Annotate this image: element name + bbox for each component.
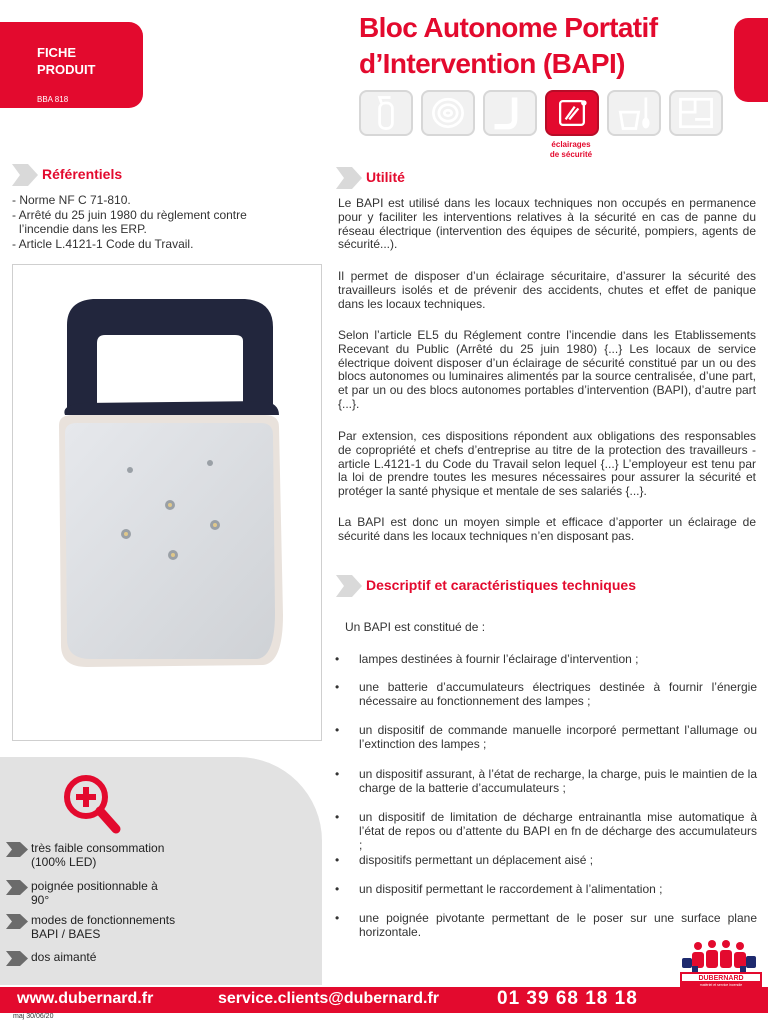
list-item (335, 911, 757, 939)
phone-number[interactable]: 01 39 68 18 18 (497, 988, 638, 1009)
feature-arrow-icon (6, 880, 28, 895)
bullet-icon: • (335, 911, 340, 925)
descriptif-title: Descriptif et caractéristiques techniques (366, 577, 636, 593)
bullet-icon: • (335, 652, 340, 666)
list-item (335, 680, 757, 708)
fiche-produit-box (0, 22, 143, 108)
list-item (335, 810, 757, 852)
bullet-icon: • (335, 882, 340, 896)
website-link[interactable]: www.dubernard.fr (17, 990, 154, 1007)
list-item-text: un dispositif permettant le raccordement à l’alimentation ; (359, 882, 663, 896)
magnifier-plus-icon (60, 773, 124, 837)
feature-text: poignée positionnable à 90° (31, 879, 158, 907)
fiche-label-line1: FICHE (37, 45, 76, 60)
list-item-text: une batterie d’accumulateurs électriques destinée à fournir l’énergie nécessaire au fonctionnement des lampes ; (359, 680, 757, 708)
feature-text: très faible consommation (100% LED) (31, 841, 165, 869)
list-item (335, 767, 757, 795)
feature-arrow-icon (6, 914, 28, 929)
title-line2: d’Intervention (BAPI) (359, 48, 625, 79)
bullet-icon: • (335, 853, 340, 867)
product-reference: BBA 818 (37, 95, 69, 104)
feature-arrow-icon (6, 842, 28, 857)
list-item (335, 723, 757, 751)
referentiels-list (12, 193, 262, 251)
dubernard-logo (676, 938, 764, 988)
utilite-paragraph: Le BAPI est utilisé dans les locaux techniques non occupés en permanence pour y faciliter les interventions relatives à la sécurité en cas de panne du réseau électrique (intervention des équipes de sécurité, pompiers, agents de sécurité...). (338, 196, 756, 252)
fire-hose-icon (421, 90, 475, 136)
list-item (335, 882, 757, 896)
category-icons (359, 90, 723, 136)
list-item-text: un dispositif de limitation de décharge entrainantla mise automatique à l’état de repos ou d’attente du BAPI en fn de décharge des accumulateurs ; (359, 810, 757, 852)
utilite-title: Utilité (366, 169, 405, 185)
feature-arrow-icon (6, 951, 28, 966)
list-item-text: dispositifs permettant un déplacement aisé ; (359, 853, 594, 867)
floor-plan-icon (669, 90, 723, 136)
title-line1: Bloc Autonome Portatif (359, 12, 658, 43)
emergency-lighting-icon (545, 90, 599, 136)
list-item (335, 853, 757, 867)
list-item-text: un dispositif assurant, à l’état de recharge, la charge, puis le maintien de la charge de la batterie d’accumulateurs ; (359, 767, 757, 795)
descriptif-intro: Un BAPI est constitué de : (345, 620, 486, 634)
feature-text: modes de fonctionnements BAPI / BAES (31, 913, 176, 941)
logo-tagline-text: matériel et service incendie (699, 983, 743, 987)
pipe-icon (483, 90, 537, 136)
utilite-paragraph: Par extension, ces dispositions répondent aux obligations des responsables de copropriété et chefs d’entreprise au titre de la protection des travailleurs - article L.4121-1 du Code du Travail selon lequel {...} L’employeur est tenu par la loi de prendre toutes les mesures nécessaires pour assurer la sécurité et protéger la santé physique et mentale de ses salariés {...}. (338, 429, 756, 499)
utilite-paragraph: Selon l’article EL5 du Réglement contre l’incendie dans les Etablissements Recevant du Public (Arrêté du 25 juin 1980) {...} Les locaux de service électrique doivent disposer d’un éclairage de sécurité constitué par un ou des blocs autonomes ou luminaires alimentés par la source centralisée, d’une part, et par un ou des blocs autonomes portables d’intervention (BAPI), d’autre part {...}. (338, 328, 756, 411)
utilite-paragraph: Il permet de disposer d’un éclairage sécuritaire, d’assurer la sécurité des travailleurs isolés et de prévenir des accidents, chutes et effet de panique dans les locaux techniques. (338, 269, 756, 311)
bullet-icon: • (335, 680, 340, 694)
product-photo (12, 264, 322, 741)
list-item (335, 652, 757, 666)
list-item-text: une poignée pivotante permettant de le poser sur une surface plane horizontale. (359, 911, 757, 939)
bullet-icon: • (335, 767, 340, 781)
bullet-icon: • (335, 723, 340, 737)
list-item-text: lampes destinées à fournir l’éclairage d’intervention ; (359, 652, 639, 666)
decorative-tab (734, 18, 768, 102)
fiche-label-line2: PRODUIT (37, 62, 96, 77)
logo-brand-text: DUBERNARD (698, 975, 744, 982)
caption-line2: de sécurité (549, 150, 593, 159)
footer-bar (0, 987, 768, 1013)
list-item: - Norme NF C 71-810. (12, 193, 131, 207)
feature-text: dos aimanté (31, 950, 97, 964)
page-title (359, 10, 719, 82)
referentiels-title: Référentiels (42, 166, 123, 182)
sand-bucket-shovel-icon (607, 90, 661, 136)
bapi-lamp-illustration (13, 265, 321, 740)
email-link[interactable]: service.clients@dubernard.fr (218, 990, 440, 1007)
section-arrow-icon (336, 575, 362, 597)
bullet-icon: • (335, 810, 340, 824)
utilite-paragraph: La BAPI est donc un moyen simple et efficace d’apporter un éclairage de sécurité dans les locaux techniques n’en disposant pas. (338, 515, 756, 543)
update-date: maj 30/06/20 (13, 1013, 54, 1020)
active-category-caption (540, 140, 602, 160)
list-item: - Article L.4121-1 Code du Travail. (12, 236, 194, 251)
section-arrow-icon (336, 167, 362, 189)
list-item: - Arrêté du 25 juin 1980 du règlement contre l’incendie dans les ERP. (12, 207, 247, 236)
fire-extinguisher-icon (359, 90, 413, 136)
list-item-text: un dispositif de commande manuelle incorporé permettant l’allumage ou l’extinction des lampes ; (359, 723, 757, 751)
section-arrow-icon (12, 164, 38, 186)
caption-line1: éclairages (551, 140, 591, 149)
